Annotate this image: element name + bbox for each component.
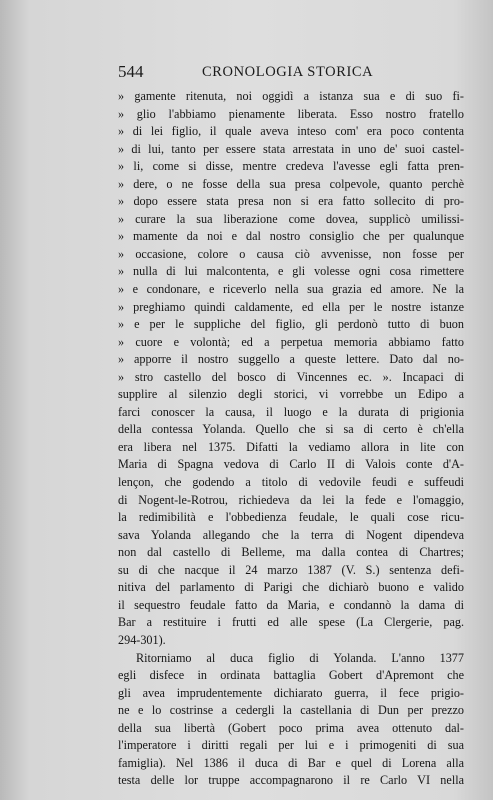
text-line: di Nogent-le-Rotrou, richiedeva da lei la fede e l'omaggio,: [118, 492, 464, 507]
text-line: » stro castello del bosco di Vincennes ec. ». Incapaci di: [118, 369, 464, 384]
text-line: » e condonare, e riceverlo nella sua grazia ed amore. Ne la: [118, 282, 464, 297]
text-line: famiglia). Nel 1386 il duca di Bar e quel di Lorena alla: [118, 755, 464, 770]
text-line: non dal castello di Belleme, ma dalla contea di Chartres;: [118, 545, 464, 560]
text-line: » e per le suppliche del figlio, gli perdonò tutto di buon: [118, 317, 464, 332]
text-line: » curare la sua liberazione come dovea, supplicò umilissi-: [118, 211, 464, 226]
text-line: » di lui, tanto per essere stata arrestata in uno de' suoi castel-: [118, 141, 464, 156]
text-line: » dere, o ne fosse della sua presa colpevole, quanto perchè: [118, 176, 464, 191]
text-line: nitiva del parlamento di Parigi che dichiarò buono e valido: [118, 580, 464, 595]
page-number: 544: [118, 62, 144, 81]
text-line: il sequestro feudale fatto da Maria, e condannò la dama di: [118, 597, 464, 612]
text-line: Maria di Spagna vedova di Carlo II di Valois conte d'A-: [118, 457, 464, 472]
text-line: » apporre il nostro suggello a queste lettere. Dato dal no-: [118, 352, 464, 367]
running-title: CRONOLOGIA STORICA: [202, 64, 374, 80]
body-text: [118, 88, 464, 790]
text-line: testa delle lor truppe accompagnarono il re Carlo VI nella: [118, 773, 464, 788]
text-line: sava Yolanda allegando che la terra di Nogent dipendeva: [118, 527, 464, 542]
text-line: lençon, che godendo a titolo di vedovile feudi e suffeudi: [118, 475, 464, 490]
text-line: supplire al silenzio degli storici, vi vorrebbe un Edipo a: [118, 387, 464, 402]
text-line: » nulla di lui malcontenta, e gli volesse ogni cosa rimettere: [118, 264, 464, 279]
text-line: » dopo essere stata presa non si era fatto sollecito di pro-: [118, 194, 464, 209]
text-line: su di che nacque il 24 marzo 1387 (V. S.) sentenza defi-: [118, 562, 464, 577]
text-line: ne e lo costrinse a cedergli la castellania di Dun per prezzo: [118, 703, 464, 718]
text-line: la redimibilità e l'obbedienza feudale, le quali cose ricu-: [118, 510, 464, 525]
text-line: Bar a restituire i frutti ed alle spese (La Clergerie, pag.: [118, 615, 464, 630]
text-line: » gamente ritenuta, noi oggidì a istanza sua e di suo fi-: [118, 89, 464, 103]
text-line: farci conoscer la causa, il luogo e la durata di prigionia: [118, 404, 464, 419]
text-line: della contessa Yolanda. Quello che si sa di certo è ch'ella: [118, 422, 464, 437]
text-line: » di lei figlio, il quale aveva inteso com' era poco contenta: [118, 124, 464, 139]
text-line: egli disfece in ordinata battaglia Gobert d'Apremont che: [118, 668, 464, 683]
text-line: era libera nel 1375. Difatti la vediamo allora in lite con: [118, 439, 464, 454]
text-line: » occasione, colore o causa ciò avvenisse, non fosse per: [118, 246, 464, 261]
text-line: gli avea imprudentemente dichiarato guerra, il fece prigio-: [118, 685, 464, 700]
text-line: » cuore e volontà; ed a perpetua memoria abbiamo fatto: [118, 334, 464, 349]
text-line: » preghiamo quindi caldamente, ed ella per le nostre istanze: [118, 299, 464, 314]
text-line: 294-301).: [118, 632, 166, 647]
page-header: [118, 62, 464, 84]
text-line: l'imperatore i diritti regali per lui e i primogeniti di sua: [118, 738, 464, 753]
text-line: » li, come si disse, mentre credeva l'avesse egli fatta pren-: [118, 159, 464, 174]
text-line: della sua libertà (Gobert poco prima avea ottenuto dal-: [118, 720, 464, 735]
text-line: » mamente da noi e dal nostro consiglio che per qualunque: [118, 229, 464, 244]
text-line: Ritorniamo al duca figlio di Yolanda. L'anno 1377: [136, 650, 464, 665]
text-line: » glio l'abbiamo pienamente liberata. Esso nostro fratello: [118, 106, 464, 121]
